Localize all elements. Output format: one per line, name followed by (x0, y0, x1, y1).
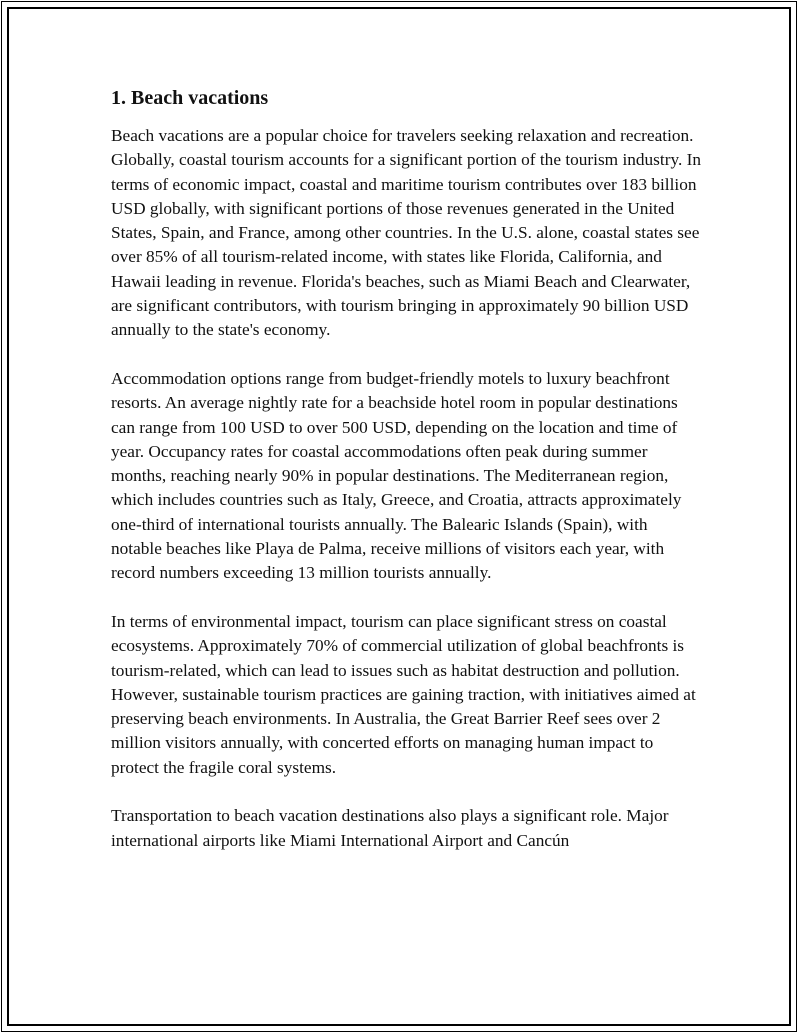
paragraph-accommodation: Accommodation options range from budget-friendly motels to luxury beachfront resorts. An average nightly rate for a beachside hotel room in popular destinations can range from 100 USD to over 500 USD, depending on the location and time of year. Occupancy rates for coastal accommodations often peak during summer months, reaching nearly 90% in popular destinations. The Mediterranean region, which includes countries such as Italy, Greece, and Croatia, attracts approximately one-third of international tourists annually. The Balearic Islands (Spain), with notable beaches like Playa de Palma, receive millions of visitors each year, with record numbers exceeding 13 million tourists annually. (111, 368, 682, 583)
paragraph-economic-impact: Beach vacations are a popular choice for travelers seeking relaxation and recreation. Globally, coastal tourism accounts for a significant portion of the tourism industry. In terms of economic impact, coastal and maritime tourism contributes over 183 billion USD globally, with significant portions of those revenues generated in the United States, Spain, and France, among other countries. In the U.S. alone, coastal states see over 85% of all tourism-related income, with states like Florida, California, and Hawaii leading in revenue. Florida's beaches, such as Miami Beach and Clearwater, are significant contributors, with tourism bringing in approximately 90 billion USD annually to the state's economy. (111, 126, 701, 340)
paragraph-transportation: Transportation to beach vacation destinations also plays a significant role. Major international airports like Miami International Airport and Cancún (111, 806, 669, 850)
section-heading: 1. Beach vacations (111, 87, 269, 109)
paragraph-environmental-impact: In terms of environmental impact, tourism can place significant stress on coastal ecosystems. Approximately 70% of commercial utilization of global beachfronts is tourism-related, which can lead to issues such as habitat destruction and pollution. However, sustainable tourism practices are gaining traction, with initiatives aimed at preserving beach environments. In Australia, the Great Barrier Reef sees over 2 million visitors annually, with concerted efforts on managing human impact to protect the fragile coral systems. (111, 611, 696, 777)
document-body (111, 84, 701, 877)
